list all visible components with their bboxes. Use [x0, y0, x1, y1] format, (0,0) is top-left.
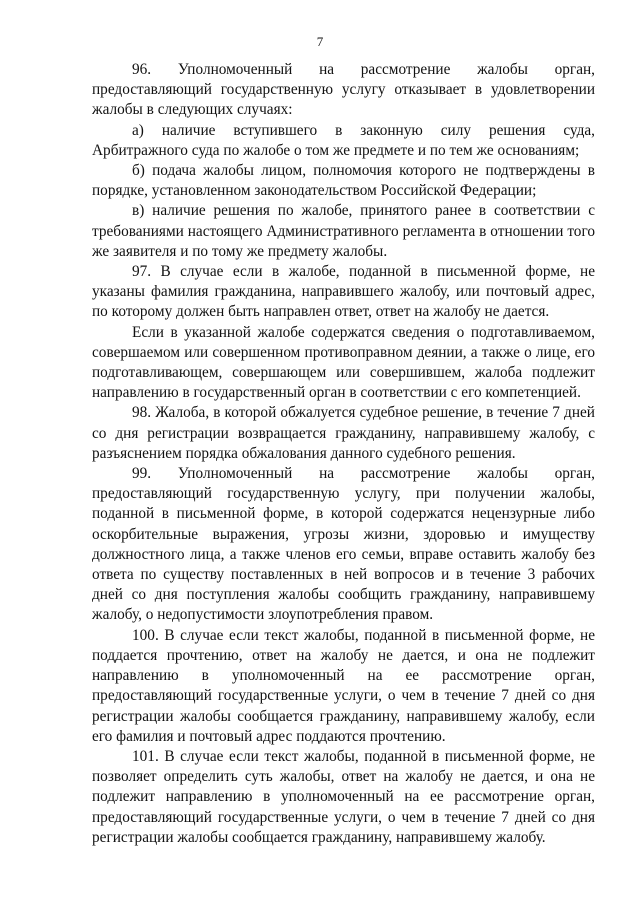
paragraph-96-c: в) наличие решения по жалобе, принятого ранее в соответствии с требованиями настоящего Административного регламента в отношении того же заявителя и по тому же предмету жалобы. — [92, 202, 595, 260]
document-body — [92, 60, 595, 848]
paragraph-98: 98. Жалоба, в которой обжалуется судебное решение, в течение 7 дней со дня регистрации возвращается гражданину, направившему жалобу, с разъяснением порядка обжалования данного судебного решения. — [92, 404, 595, 462]
paragraph-99: 99. Уполномоченный на рассмотрение жалобы орган, предоставляющий государственную услугу, при получении жалобы, поданной в письменной форме, в которой содержатся нецензурные либо оскорбительные выражения, угрозы жизни, здоровью и имуществу должностного лица, а также членов его семьи, вправе оставить жалобу без ответа по существу поставленных в ней вопросов и в течение 3 рабочих дней со дня поступления жалобы сообщить гражданину, направившему жалобу, о недопустимости злоупотребления правом. — [92, 465, 595, 624]
page-number: 7 — [316, 34, 324, 49]
paragraph-96-a: а) наличие вступившего в законную силу решения суда, Арбитражного суда по жалобе о том же предмете и по тем же основаниям; — [92, 121, 595, 159]
paragraph-97-continued: Если в указанной жалобе содержатся сведения о подготавливаемом, совершаемом или совершенном противоправном деянии, а также о лице, его подготавливающем, совершающем или совершившем, жалоба подлежит направлению в государственный орган в соответствии с его компетенцией. — [92, 323, 595, 402]
paragraph-101: 101. В случае если текст жалобы, поданной в письменной форме, не позволяет определить суть жалобы, ответ на жалобу не дается, и она не подлежит направлению в уполномоченный на ее рассмотрение орган, предоставляющий государственные услуги, о чем в течение 7 дней со дня регистрации жалобы сообщается гражданину, направившему жалобу. — [92, 747, 595, 846]
paragraph-96: 96. Уполномоченный на рассмотрение жалобы орган, предоставляющий государственную услугу отказывает в удовлетворении жалобы в следующих случаях: — [92, 61, 595, 119]
paragraph-100: 100. В случае если текст жалобы, поданной в письменной форме, не поддается прочтению, ответ на жалобу не дается, и она не подлежит направлению в уполномоченный на ее рассмотрение орган, предоставляющий государственные услуги, о чем в течение 7 дней со дня регистрации жалобы сообщается гражданину, направившему жалобу, если его фамилия и почтовый адрес поддаются прочтению. — [92, 626, 595, 745]
paragraph-96-b: б) подача жалобы лицом, полномочия которого не подтверждены в порядке, установленном законодательством Российской Федерации; — [92, 162, 595, 200]
paragraph-97: 97. В случае если в жалобе, поданной в письменной форме, не указаны фамилия гражданина, направившего жалобу, или почтовый адрес, по которому должен быть направлен ответ, ответ на жалобу не дается. — [92, 263, 595, 321]
